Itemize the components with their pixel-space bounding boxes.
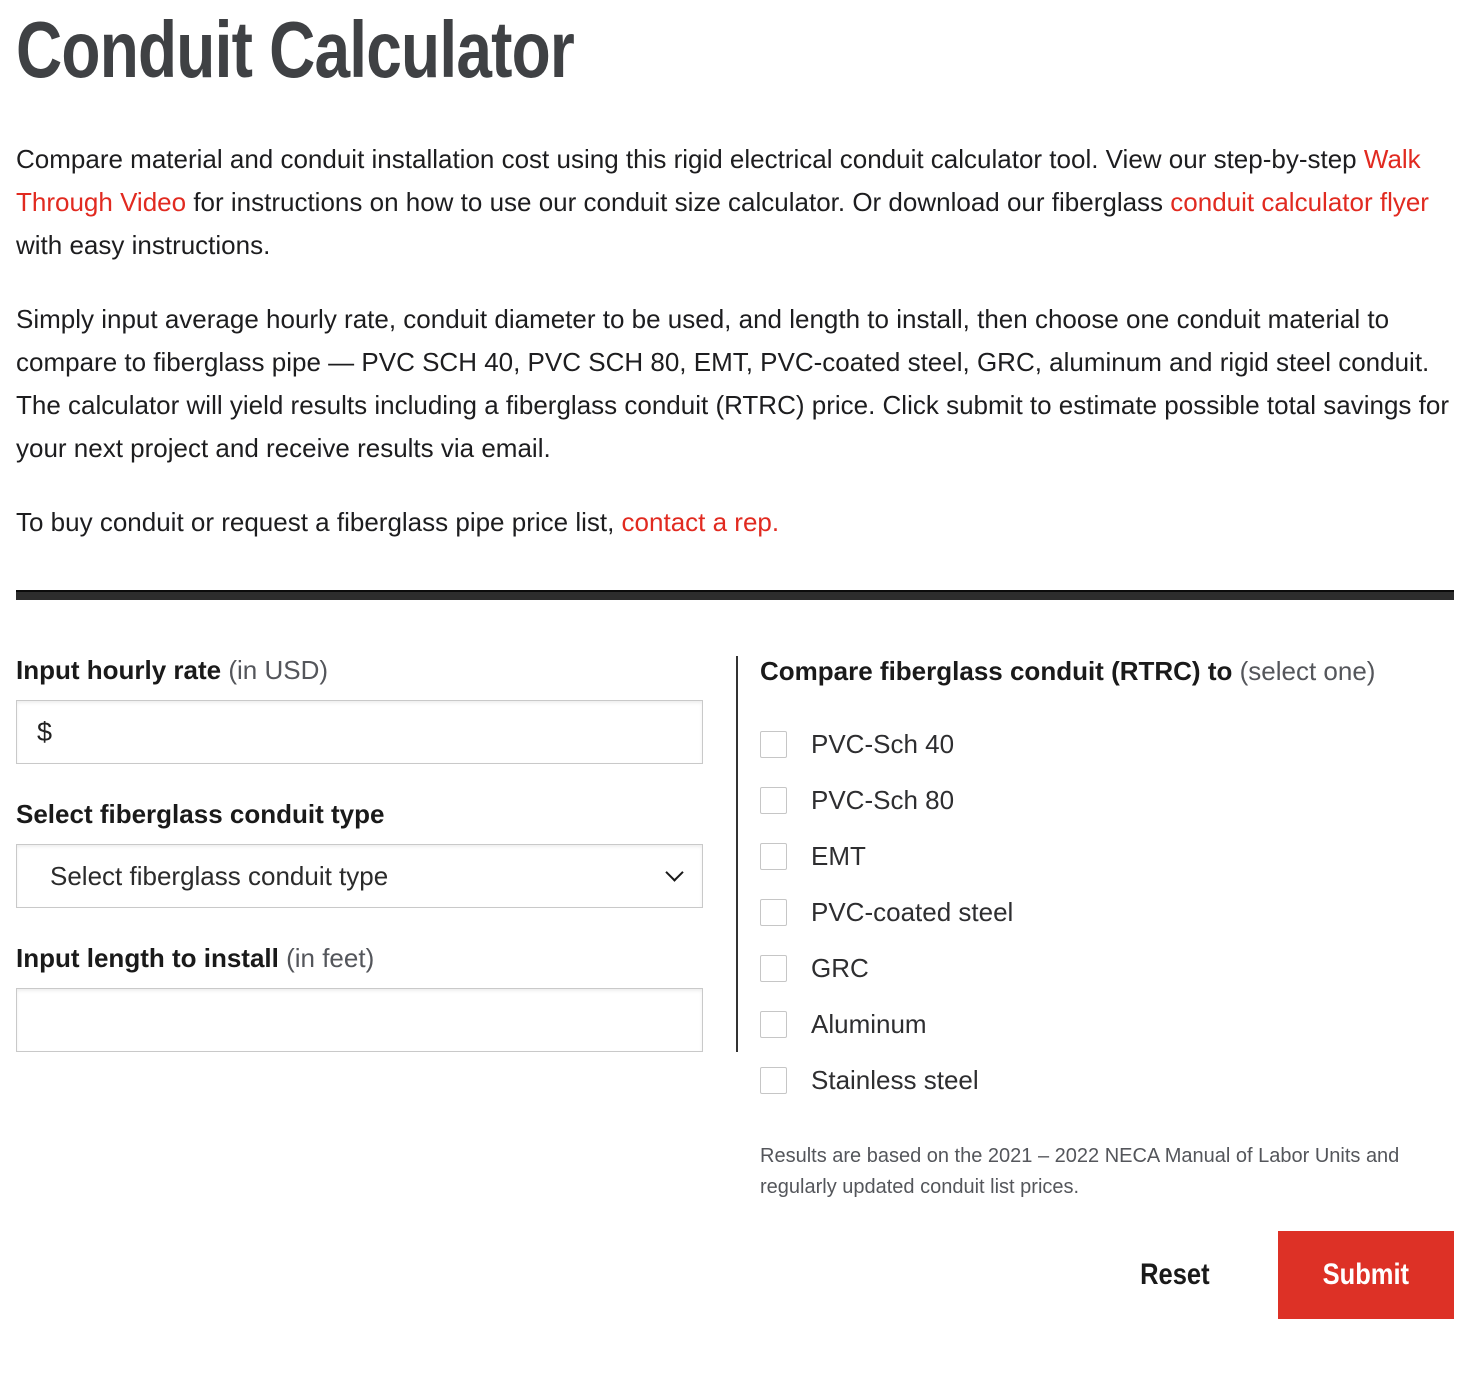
intro-p1-text-3: with easy instructions.	[16, 230, 271, 260]
contact-a-rep-link[interactable]: contact a rep.	[621, 507, 780, 537]
page-title	[16, 5, 1454, 94]
intro-paragraph-2: Simply input average hourly rate, conduit diameter to be used, and length to install, then choose one conduit material to compare to fiberglass pipe — PVC SCH 40, PVC SCH 80, EMT, PVC-coated steel, GRC, aluminum and rigid steel conduit. The calculator will yield results including a fiberglass conduit (RTRC) price. Click submit to estimate possible total savings for your next project and receive results via email.	[16, 304, 1449, 463]
stainless-steel-label: Stainless steel	[811, 1064, 979, 1095]
calculator-form	[16, 656, 1454, 1319]
intro-paragraph-3	[16, 501, 1454, 544]
grc-checkbox[interactable]	[760, 955, 787, 982]
intro-paragraph-1	[16, 138, 1454, 267]
checkbox-row-pvc-coated-steel[interactable]	[760, 898, 1454, 926]
pvc-sch-40-checkbox[interactable]	[760, 731, 787, 758]
length-group	[16, 944, 703, 1052]
checkbox-row-pvc-sch-80[interactable]	[760, 786, 1454, 814]
inputs-column	[16, 656, 738, 1052]
conduit-type-group	[16, 800, 703, 908]
stainless-steel-checkbox[interactable]	[760, 1067, 787, 1094]
page-title-text: Conduit Calculator	[16, 5, 575, 94]
length-input[interactable]	[16, 988, 703, 1052]
pvc-coated-steel-checkbox[interactable]	[760, 899, 787, 926]
aluminum-label: Aluminum	[811, 1008, 927, 1039]
hourly-rate-label-note: (in USD)	[228, 655, 329, 685]
checkbox-row-stainless-steel[interactable]	[760, 1066, 1454, 1094]
length-label-note: (in feet)	[286, 943, 375, 973]
pvc-sch-40-label: PVC-Sch 40	[811, 728, 955, 759]
checkbox-row-grc[interactable]	[760, 954, 1454, 982]
conduit-type-label	[16, 800, 703, 828]
submit-button-text: Submit	[1322, 1258, 1410, 1291]
intro-p1-text-1: Compare material and conduit installation cost using this rigid electrical conduit calculator tool. View our step-by-step	[16, 144, 1364, 174]
compare-heading-bold: Compare fiberglass conduit (RTRC) to	[760, 656, 1233, 686]
conduit-type-select-wrap	[16, 844, 703, 908]
submit-button[interactable]	[1278, 1231, 1454, 1319]
pvc-sch-80-label: PVC-Sch 80	[811, 784, 955, 815]
form-actions	[760, 1231, 1454, 1319]
pvc-coated-steel-label: PVC-coated steel	[811, 896, 1014, 927]
checkbox-row-pvc-sch-40[interactable]	[760, 730, 1454, 758]
hourly-rate-label	[16, 656, 703, 684]
length-label-bold: Input length to install	[16, 943, 279, 973]
intro-p3-text: To buy conduit or request a fiberglass pipe price list,	[16, 507, 622, 537]
length-label	[16, 944, 703, 972]
emt-checkbox[interactable]	[760, 843, 787, 870]
fiberglass-conduit-type-select[interactable]	[16, 844, 703, 908]
hourly-rate-input[interactable]	[16, 700, 703, 764]
intro-p1-text-2: for instructions on how to use our conduit size calculator. Or download our fiberglass	[186, 187, 1171, 217]
compare-heading	[760, 656, 1410, 687]
reset-link[interactable]	[1134, 1258, 1216, 1292]
emt-label: EMT	[811, 840, 866, 871]
compare-column	[738, 656, 1454, 1319]
checkbox-row-emt[interactable]	[760, 842, 1454, 870]
results-note: Results are based on the 2021 – 2022 NECA Manual of Labor Units and regularly updated conduit list prices.	[760, 1145, 1400, 1198]
aluminum-checkbox[interactable]	[760, 1011, 787, 1038]
walk-through-video-link[interactable]: Walk Through Video	[16, 144, 1421, 217]
reset-link-text: Reset	[1140, 1258, 1210, 1291]
checkbox-row-aluminum[interactable]	[760, 1010, 1454, 1038]
pvc-sch-80-checkbox[interactable]	[760, 787, 787, 814]
conduit-type-label-bold: Select fiberglass conduit type	[16, 799, 385, 829]
hourly-rate-label-bold: Input hourly rate	[16, 655, 222, 685]
conduit-calculator-flyer-link[interactable]: conduit calculator flyer	[1170, 187, 1429, 217]
grc-label: GRC	[811, 952, 869, 983]
section-divider	[16, 590, 1454, 600]
compare-heading-note: (select one)	[1239, 656, 1376, 686]
hourly-rate-group	[16, 656, 703, 764]
